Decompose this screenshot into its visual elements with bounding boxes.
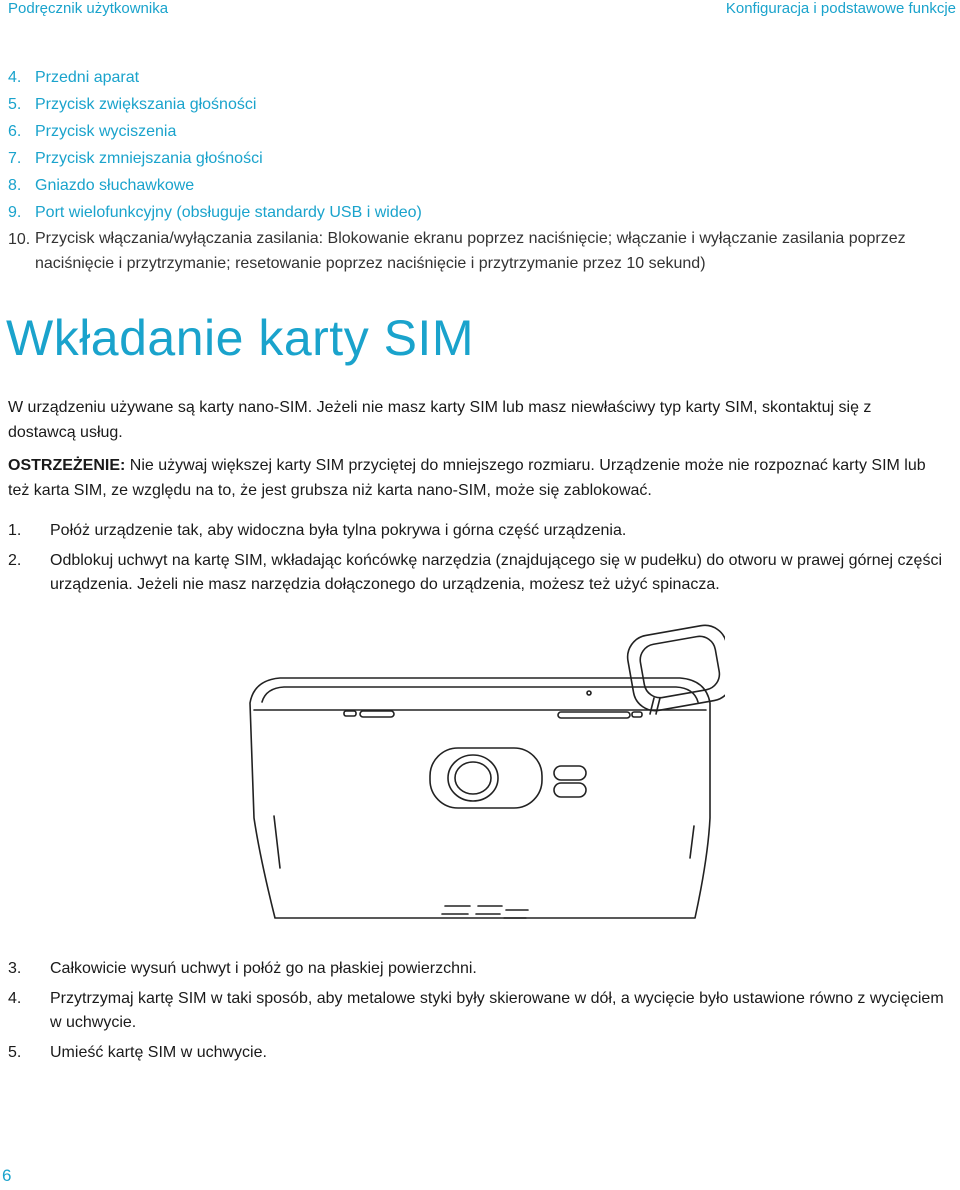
list-item-number: 9. [8,204,22,221]
step-text: Całkowicie wysuń uchwyt i połóż go na płaskiej powierzchni. [50,960,477,977]
top-slot-left [344,711,356,716]
running-header-left: Podręcznik użytkownika [8,0,169,17]
step-text: Odblokuj uchwyt na kartę SIM, wkładając końcówkę narzędzia (znajdującego się w pudełku) do otworu w prawej górnej części urządzenia. Jeżeli nie masz narzędzia dołączonego do urządzenia, możesz też użyć spinacza. [50,552,942,593]
phone-body-outline [250,678,710,918]
warning-paragraph [8,453,938,503]
list-item [8,91,948,118]
step-text: Połóż urządzenie tak, aby widoczna była tylna pokrywa i górna część urządzenia. [50,522,627,539]
top-slot-left-2 [360,711,394,717]
list-item-text: Przedni aparat [35,69,140,86]
list-item-number: 4. [8,69,22,86]
list-item-number: 7. [8,150,22,167]
step-number: 4. [8,990,22,1007]
steps-list-before [8,519,948,603]
camera-module [430,748,542,808]
eject-tool-ring-inner [638,634,722,700]
step-item [8,957,948,981]
list-item-text: Przycisk włączania/wyłączania zasilania: Blokowanie ekranu poprzez naciśnięcie; włączanie i wyłączanie zasilania poprzez naciśnięcie i przytrzymanie; resetowanie poprzez naciśnięcie i przytrzymanie przez 10 sekund) [35,230,906,272]
page-number: 6 [2,1166,12,1185]
step-item [8,1041,948,1065]
warning-text: Nie używaj większej karty SIM przyciętej do mniejszego rozmiaru. Urządzenie może nie rozpoznać karty SIM lub też karta SIM, ze względu na to, że jest grubsza niż karta nano-SIM, może się zablokować. [8,457,926,499]
flash-window-top [554,766,586,780]
list-item-number: 10. [8,231,31,248]
intro-paragraph: W urządzeniu używane są karty nano-SIM. Jeżeli nie masz karty SIM lub masz niewłaściwy typ karty SIM, skontaktuj się z dostawcą usług. [8,399,872,441]
list-item-text: Port wielofunkcyjny (obsługuje standardy USB i wideo) [35,204,422,221]
step-text: Przytrzymaj kartę SIM w taki sposób, aby metalowe styki były skierowane w dół, a wycięcie było ustawione równo z wycięciem w uchwycie. [50,990,944,1031]
running-header-right: Konfiguracja i podstawowe funkcje [725,0,956,17]
warning-label: OSTRZEŻENIE: [8,457,126,474]
list-item [8,64,948,91]
flash-window-bottom [554,783,586,797]
step-item [8,549,948,597]
logo-mark [442,906,528,918]
list-item-text: Przycisk zmniejszania głośności [35,150,263,167]
camera-lens-inner [455,762,491,794]
parts-list [8,64,948,276]
top-slot-right-2 [632,712,642,717]
list-item-text: Gniazdo słuchawkowe [35,177,195,194]
list-item [8,172,948,199]
side-button-left [274,816,280,868]
list-item-text: Przycisk zwiększania głośności [35,96,257,113]
list-item [8,118,948,145]
step-text: Umieść kartę SIM w uchwycie. [50,1044,267,1061]
top-slot-right [558,712,630,718]
list-item-number: 8. [8,177,22,194]
list-item-text: Przycisk wyciszenia [35,123,177,140]
list-item-number: 5. [8,96,22,113]
step-item [8,519,948,543]
list-item [8,145,948,172]
list-item [8,199,948,226]
steps-list-after [8,957,948,1071]
eject-tool-pin [650,698,660,714]
list-item [8,226,948,276]
top-hole [587,691,591,695]
sim-tray-illustration [240,618,725,930]
section-title: Wkładanie karty SIM [6,310,474,366]
step-number: 2. [8,552,22,569]
step-number: 3. [8,960,22,977]
step-item [8,987,948,1035]
step-number: 5. [8,1044,22,1061]
step-number: 1. [8,522,22,539]
list-item-number: 6. [8,123,22,140]
side-button-right [690,826,694,858]
